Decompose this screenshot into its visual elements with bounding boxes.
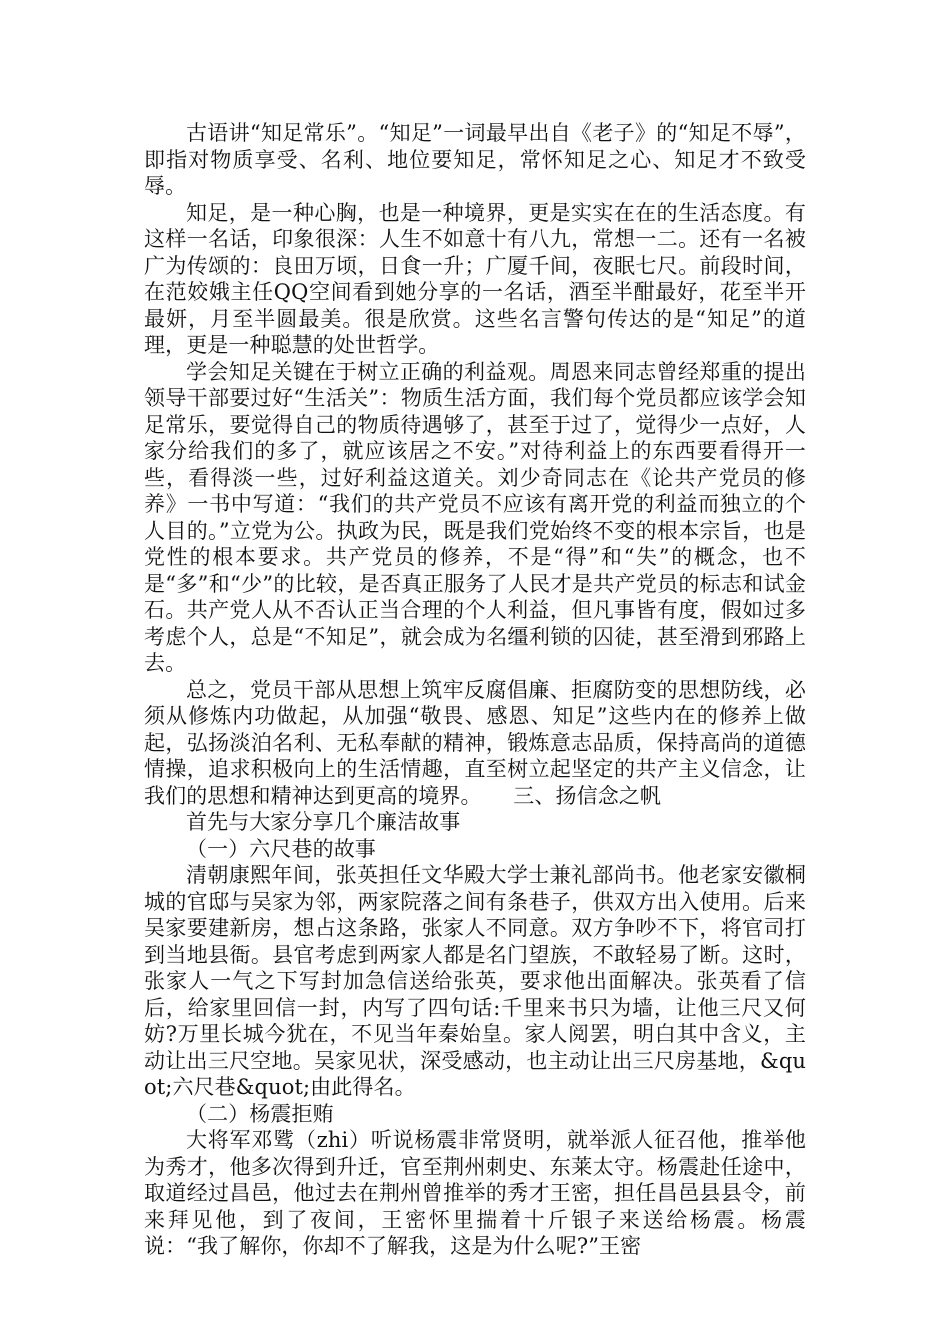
paragraph-liuchixiang-story: 清朝康熙年间，张英担任文华殿大学士兼礼部尚书。他老家安徽桐城的官邸与吴家为邻，两家院落之间有条巷子，供双方出入使用。后来吴家要建新房，想占这条路，张家人不同意。双方争吵不下，将官司打到当地县衙。县官考虑到两家人都是名门望族，不敢轻易了断。这时，张家人一气之下写封加急信送给张英，要求他出面解决。张英看了信后，给家里回信一封，内写了四句话:千里来书只为墙，让他三尺又何妨?万里长城今犹在，不见当年秦始皇。家人阅罢，明白其中含义，主动让出三尺空地。吴家见状，深受感动，也主动让出三尺房基地，&quot;六尺巷&quot;由此得名。: [144, 863, 806, 1099]
heading-yangzhen: （二）杨震拒贿: [186, 1101, 334, 1126]
paragraph-zhizu-attitude: 知足，是一种心胸，也是一种境界，更是实实在在的生活态度。有这样一名话，印象很深：人生不如意十有八九，常想一二。还有一名被广为传颂的：良田万顷，日食一升；广厦千间，夜眠七尺。前段时间，在范姣娥主任QQ空间看到她分享的一名话，酒至半酣最好，花至半开最妍，月至半圆最美。很是欣赏。这些名言警句传达的是“知足”的道理，更是一种聪慧的处世哲学。: [144, 200, 806, 357]
paragraph-interest-view: 学会知足关键在于树立正确的利益观。周恩来同志曾经郑重的提出领导干部要过好“生活关”：物质生活方面，我们每个党员都应该学会知足常乐，要觉得自己的物质待遇够了，甚至于过了，觉得少一点好，人家分给我们的多了，就应该居之不安。”对待利益上的东西要看得开一些，看得淡一些，过好利益这道关。刘少奇同志在《论共产党员的修养》一书中写道：“我们的共产党员不应该有离开党的利益而独立的个人目的。”立党为公。执政为民，既是我们党始终不变的根本宗旨，也是党性的根本要求。共产党员的修养，不是“得”和“失”的概念，也不是“多”和“少”的比较，是否真正服务了人民才是共产党员的标志和试金石。共产党人从不否认正当合理的个人利益，但凡事皆有度，假如过多考虑个人，总是“不知足”，就会成为名缰利锁的囚徒，甚至滑到邪路上去。: [144, 359, 806, 675]
document-page: [144, 120, 806, 1260]
heading-liuchixiang: （一）六尺巷的故事: [186, 836, 376, 861]
paragraph-conclusion: 总之，党员干部从思想上筑牢反腐倡廉、拒腐防变的思想防线，必须从修炼内功做起，从加强“敬畏、感恩、知足”这些内在的修养上做起，弘扬淡泊名利、无私奉献的精神，锻炼意志品质，保持高尚的道德情操，追求积极向上的生活情趣，直至树立起坚定的共产主义信念，让我们的思想和精神达到更高的境界。 三、扬信念之帆: [144, 677, 806, 808]
paragraph-zhizu-intro: 古语讲“知足常乐”。“知足”一词最早出自《老子》的“知足不辱”，即指对物质享受、名利、地位要知足，常怀知足之心、知足才不致受辱。: [144, 121, 806, 198]
paragraph-yangzhen-story: 大将军邓骘（zhi）听说杨震非常贤明，就举派人征召他，推举他为秀才，他多次得到升迁，官至荆州刺史、东莱太守。杨震赴任途中，取道经过昌邑，他过去在荆州曾推举的秀才王密，担任昌邑县县令，前来拜见他，到了夜间，王密怀里揣着十斤银子来送给杨震。杨震说：“我了解你，你却不了解我，这是为什么呢?”王密: [144, 1128, 806, 1258]
paragraph-stories-intro: 首先与大家分享几个廉洁故事: [186, 810, 461, 834]
